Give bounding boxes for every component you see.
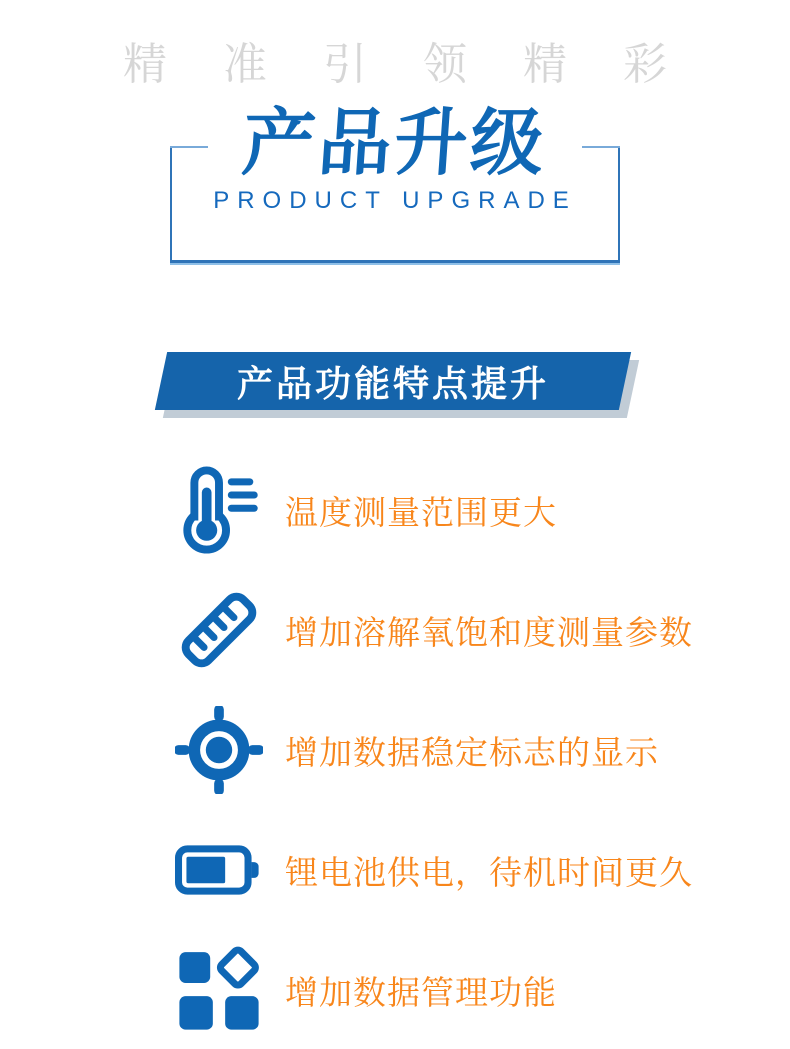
feature-label: 增加数据管理功能 [285, 973, 557, 1011]
battery-icon [175, 826, 263, 914]
feature-row [175, 450, 693, 570]
feature-row [175, 570, 693, 690]
page-subtitle: PRODUCT UPGRADE [213, 187, 577, 214]
feature-label: 增加数据稳定标志的显示 [285, 733, 659, 771]
feature-label: 温度测量范围更大 [285, 493, 557, 531]
ruler-icon [175, 586, 263, 674]
banner-title: 产品功能特点提升 [236, 362, 549, 404]
feature-label: 锂电池供电，待机时间更久 [285, 853, 693, 891]
target-icon [175, 706, 263, 794]
feature-label: 增加溶解氧饱和度测量参数 [285, 613, 693, 651]
data-grid-icon [175, 946, 263, 1034]
feature-list [175, 450, 693, 1049]
section-banner [161, 352, 625, 410]
feature-row [175, 810, 693, 930]
feature-row [175, 930, 693, 1049]
tagline: 精准引领精彩 [123, 40, 723, 89]
feature-row [175, 690, 693, 810]
thermometer-icon [175, 466, 263, 554]
page-title: 产品升级 [239, 103, 550, 184]
header [0, 0, 790, 300]
